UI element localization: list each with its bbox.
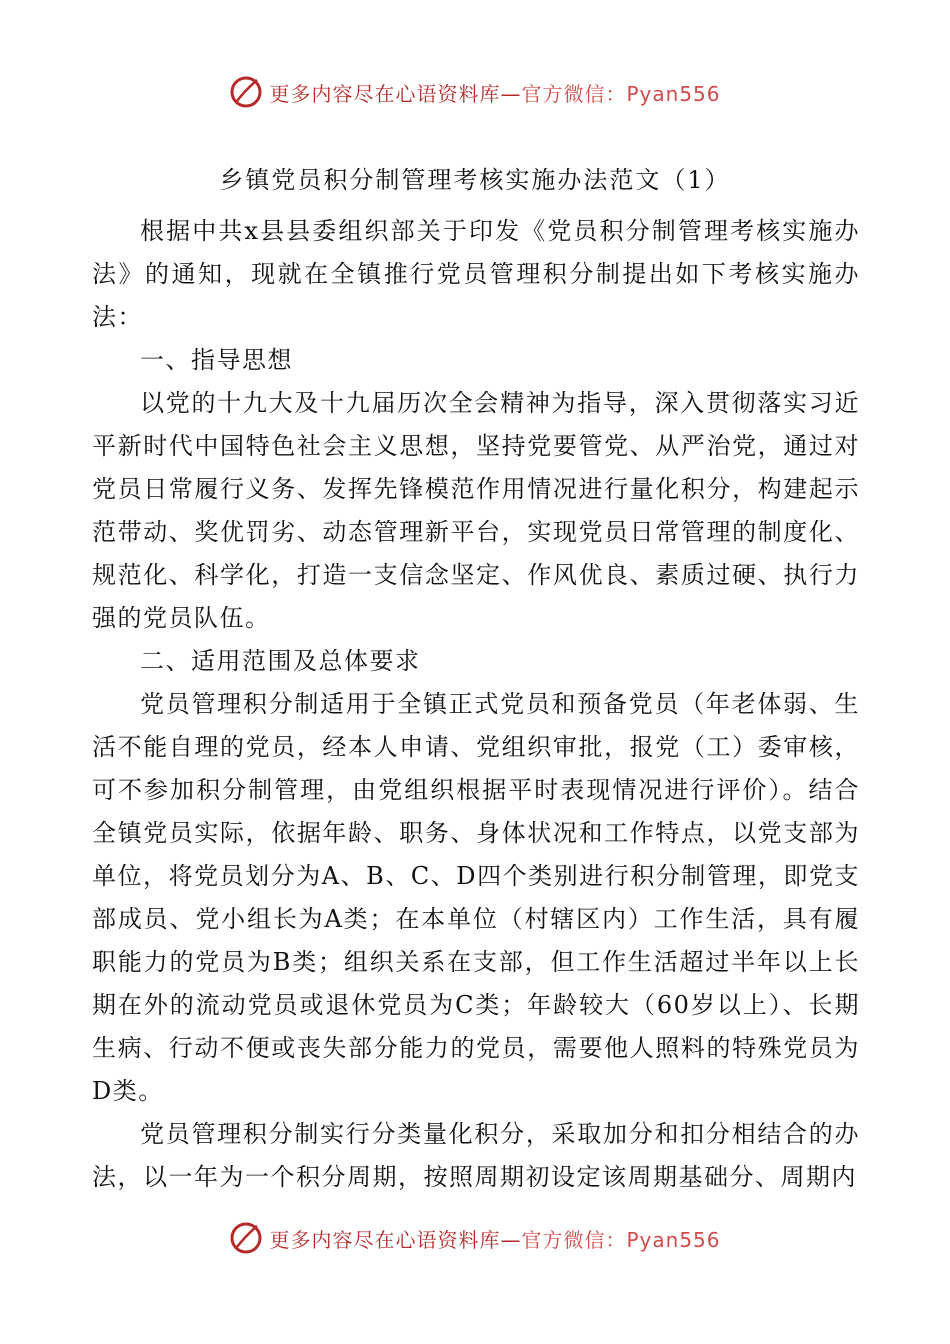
- heading-guiding-ideology: 一、指导思想: [140, 346, 293, 374]
- heading-scope-requirements: 二、适用范围及总体要求: [140, 647, 421, 675]
- watermark-text: 更多内容尽在心语资料库—官方微信：Pyan556: [269, 81, 721, 106]
- watermark-text: 更多内容尽在心语资料库—官方微信：Pyan556: [269, 1227, 721, 1252]
- paragraph-scope: 党员管理积分制适用于全镇正式党员和预备党员（年老体弱、生活不能自理的党员，经本人申请、党组织审批，报党（工）委审核，可不参加积分制管理，由党组织根据平时表现情况进行评价）。结合全镇党员实际，依据年龄、职务、身体状况和工作特点，以党支部为单位，将党员划分为A、B、C、D四个类别进行积分制管理，即党支部成员、党小组长为A类；在本单位（村辖区内）工作生活，具有履职能力的党员为B类；组织关系在支部，但工作生活超过半年以上长期在外的流动党员或退休党员为C类；年龄较大（60岁以上）、长期生病、行动不便或丧失部分能力的党员，需要他人照料的特殊党员为D类。: [92, 690, 860, 1105]
- paragraph-scoring-method: 党员管理积分制实行分类量化积分，采取加分和扣分相结合的办法，以一年为一个积分周期，按照周期初设定该周期基础分、周期内: [92, 1120, 860, 1191]
- quill-logo-icon: [229, 1221, 263, 1255]
- paragraph-intro: 根据中共x县县委组织部关于印发《党员积分制管理考核实施办法》的通知，现就在全镇推行党员管理积分制提出如下考核实施办法：: [92, 217, 860, 331]
- paragraph-guiding-ideology: 以党的十九大及十九届历次全会精神为指导，深入贯彻落实习近平新时代中国特色社会主义思想，坚持党要管党、从严治党，通过对党员日常履行义务、发挥先锋模范作用情况进行量化积分，构建起示范带动、奖优罚劣、动态管理新平台，实现党员日常管理的制度化、规范化、科学化，打造一支信念坚定、作风优良、素质过硬、执行力强的党员队伍。: [92, 389, 860, 632]
- document-body: [92, 210, 860, 1199]
- document-title: 乡镇党员积分制管理考核实施办法范文（1）: [219, 166, 731, 194]
- header-watermark: [0, 72, 950, 112]
- quill-logo-icon: [229, 75, 263, 109]
- footer-watermark: [0, 1218, 950, 1258]
